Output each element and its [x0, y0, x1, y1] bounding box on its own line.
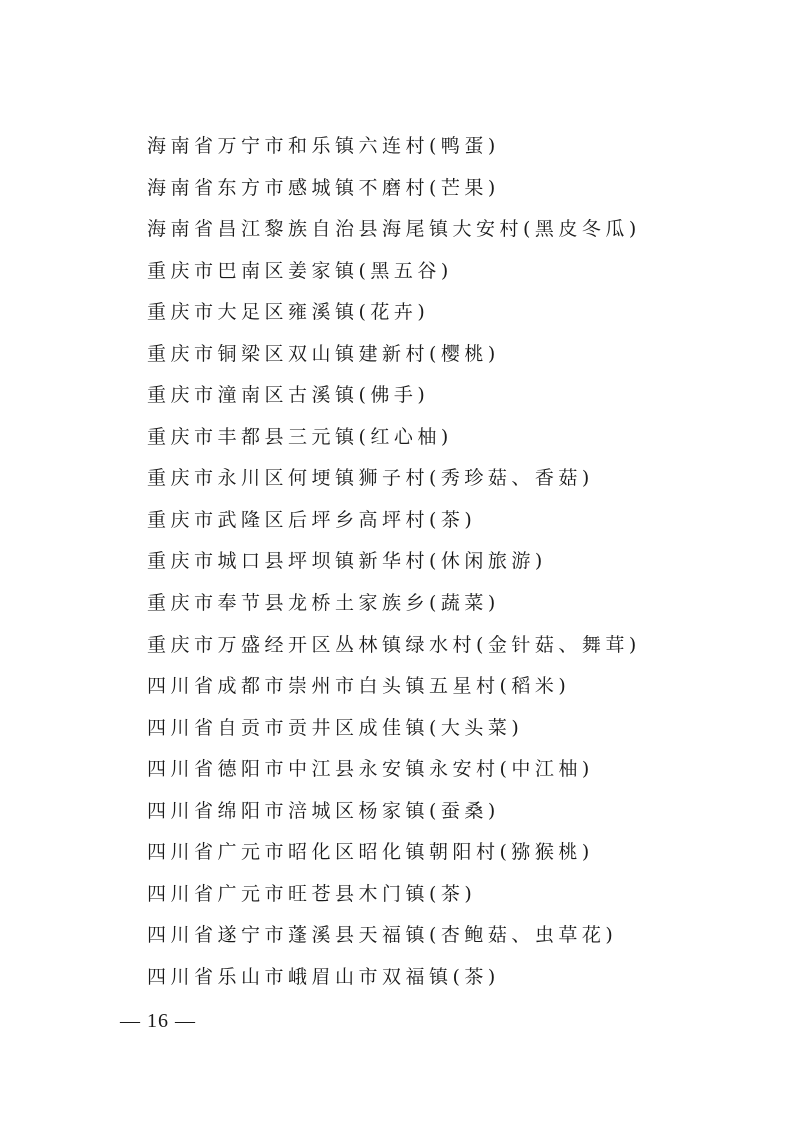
list-item: 海南省东方市感城镇不磨村(芒果)	[147, 176, 500, 199]
page-number: — 16 —	[120, 1010, 196, 1032]
list-item: 四川省德阳市中江县永安镇永安村(中江柚)	[147, 758, 594, 781]
list-item: 重庆市大足区雍溪镇(花卉)	[147, 301, 430, 324]
village-list	[147, 130, 767, 1002]
list-item: 四川省广元市旺苍县木门镇(茶)	[147, 882, 477, 905]
list-item: 重庆市万盛经开区丛林镇绿水村(金针菇、舞茸)	[147, 633, 641, 656]
list-item: 海南省昌江黎族自治县海尾镇大安村(黑皮冬瓜)	[147, 218, 641, 241]
list-item: 重庆市潼南区古溪镇(佛手)	[147, 384, 430, 407]
list-item: 重庆市城口县坪坝镇新华村(休闲旅游)	[147, 550, 547, 573]
list-item: 四川省成都市崇州市白头镇五星村(稻米)	[147, 675, 571, 698]
list-item: 重庆市永川区何埂镇狮子村(秀珍菇、香菇)	[147, 467, 594, 490]
list-item: 重庆市奉节县龙桥土家族乡(蔬菜)	[147, 592, 500, 615]
list-item: 重庆市丰都县三元镇(红心柚)	[147, 425, 453, 448]
list-item: 重庆市巴南区姜家镇(黑五谷)	[147, 259, 453, 282]
list-item: 海南省万宁市和乐镇六连村(鸭蛋)	[147, 135, 500, 157]
list-item: 四川省乐山市峨眉山市双福镇(茶)	[147, 965, 500, 988]
list-item: 重庆市武隆区后坪乡高坪村(茶)	[147, 508, 477, 531]
list-item: 四川省遂宁市蓬溪县天福镇(杏鲍菇、虫草花)	[147, 924, 618, 947]
list-item: 重庆市铜梁区双山镇建新村(樱桃)	[147, 342, 500, 365]
list-item: 四川省广元市昭化区昭化镇朝阳村(猕猴桃)	[147, 841, 594, 864]
list-item: 四川省自贡市贡井区成佳镇(大头菜)	[147, 716, 524, 739]
list-item: 四川省绵阳市涪城区杨家镇(蚕桑)	[147, 799, 500, 822]
